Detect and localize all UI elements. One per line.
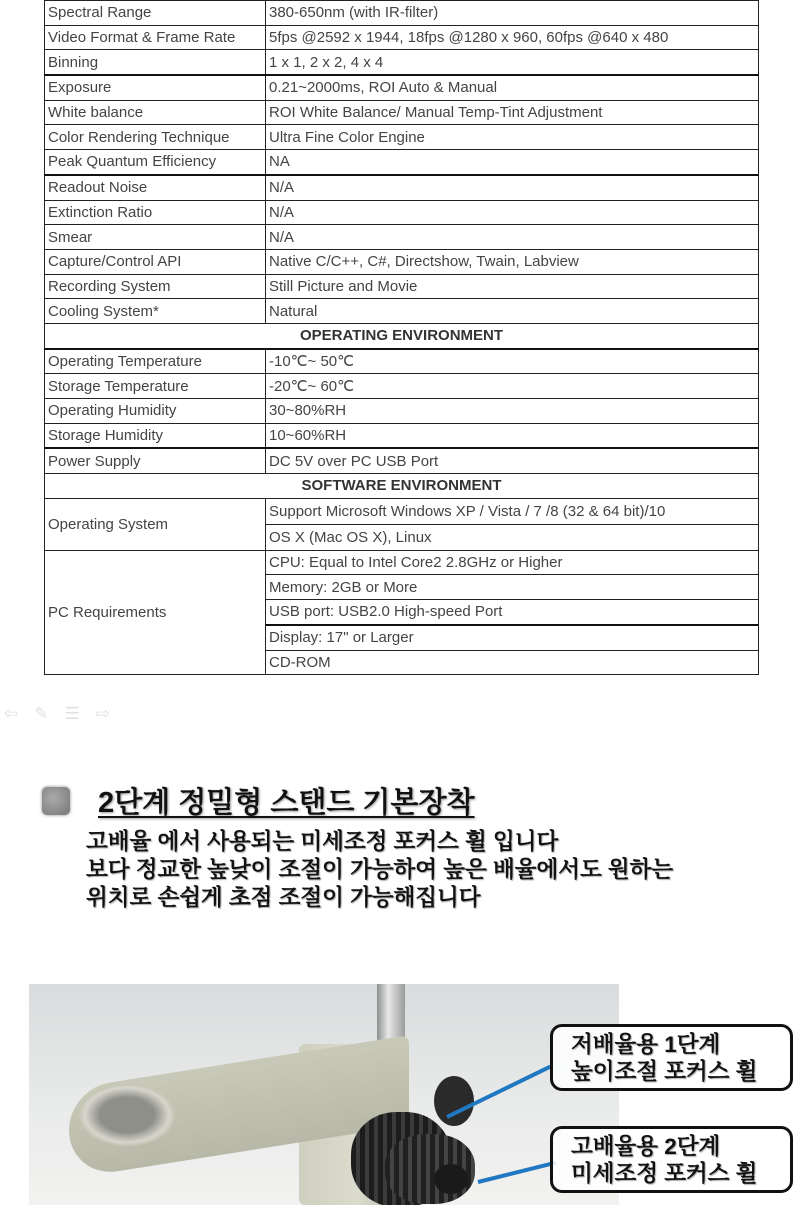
row-label: Readout Noise (45, 175, 266, 200)
row-value: N/A (266, 200, 759, 225)
row-value: -10℃~ 50℃ (266, 349, 759, 374)
row-label: Exposure (45, 75, 266, 100)
page-title: 2단계 정밀형 스탠드 기본장착 (98, 787, 475, 819)
row-label: Storage Temperature (45, 374, 266, 399)
row-value: 1 x 1, 2 x 2, 4 x 4 (266, 50, 759, 75)
row-value: OS X (Mac OS X), Linux (266, 524, 759, 550)
callout-coarse-focus (550, 1024, 793, 1091)
table-row (45, 225, 759, 250)
table-row (45, 249, 759, 274)
description-line: 고배율 에서 사용되는 미세조정 포커스 휠 입니다 (86, 829, 559, 854)
nav-icons (4, 704, 110, 724)
section-header-software: SOFTWARE ENVIRONMENT (45, 474, 759, 499)
row-value: Still Picture and Movie (266, 274, 759, 299)
callout-text: 미세조정 포커스 휠 (571, 1161, 758, 1186)
table-row (45, 374, 759, 399)
table-row (45, 274, 759, 299)
section-heading (42, 780, 474, 821)
row-label: Storage Humidity (45, 423, 266, 448)
row-label: Smear (45, 225, 266, 250)
spec-table (44, 0, 759, 675)
row-label: Operating Temperature (45, 349, 266, 374)
section-row (45, 323, 759, 348)
table-row (45, 200, 759, 225)
callout-fine-focus (550, 1126, 793, 1193)
table-row (45, 1, 759, 26)
row-label: Cooling System* (45, 299, 266, 324)
row-value: DC 5V over PC USB Port (266, 448, 759, 473)
row-value: Ultra Fine Color Engine (266, 125, 759, 150)
row-label: Spectral Range (45, 1, 266, 26)
row-label: Extinction Ratio (45, 200, 266, 225)
row-value: Native C/C++, C#, Directshow, Twain, Labview (266, 249, 759, 274)
description-line: 위치로 손쉽게 초점 조절이 가능해집니다 (86, 885, 481, 910)
row-label: Peak Quantum Efficiency (45, 150, 266, 175)
row-value: Display: 17" or Larger (266, 625, 759, 650)
row-label: Video Format & Frame Rate (45, 25, 266, 50)
row-value: N/A (266, 175, 759, 200)
row-value: 0.21~2000ms, ROI Auto & Manual (266, 75, 759, 100)
rear-knob (434, 1076, 474, 1126)
row-value: 10~60%RH (266, 423, 759, 448)
row-value: NA (266, 150, 759, 175)
row-value: Natural (266, 299, 759, 324)
callout-text: 저배율용 1단계 (571, 1032, 721, 1057)
row-value: USB port: USB2.0 High-speed Port (266, 600, 759, 625)
table-row (45, 349, 759, 374)
stand-ring (79, 1084, 175, 1146)
row-label: Binning (45, 50, 266, 75)
row-value: Memory: 2GB or More (266, 575, 759, 600)
arrow-right-icon[interactable]: ⇨ (95, 704, 110, 723)
table-row (45, 175, 759, 200)
table-row (45, 299, 759, 324)
stand-photo (29, 984, 619, 1205)
table-row (45, 125, 759, 150)
row-value: CPU: Equal to Intel Core2 2.8GHz or Higher (266, 550, 759, 575)
row-value: 380-650nm (with IR-filter) (266, 1, 759, 26)
row-label: Capture/Control API (45, 249, 266, 274)
row-label: Power Supply (45, 448, 266, 473)
table-row (45, 50, 759, 75)
table-row (45, 399, 759, 424)
row-value: Support Microsoft Windows XP / Vista / 7 /8 (32 & 64 bit)/10 (266, 498, 759, 524)
row-value: 5fps @2592 x 1944, 18fps @1280 x 960, 60fps @640 x 480 (266, 25, 759, 50)
row-label: White balance (45, 100, 266, 125)
table-row (45, 448, 759, 473)
table-row (45, 423, 759, 448)
table-row (45, 150, 759, 175)
description (86, 828, 673, 912)
arrow-left-icon[interactable]: ⇦ (4, 704, 19, 723)
row-value: CD-ROM (266, 650, 759, 675)
knob-cap (434, 1164, 468, 1194)
callout-text: 높이조절 포커스 휠 (571, 1059, 758, 1084)
description-line: 보다 정교한 높낮이 조절이 가능하여 높은 배율에서도 원하는 (86, 857, 674, 882)
row-label: Recording System (45, 274, 266, 299)
pencil-icon[interactable]: ✎ (34, 704, 49, 723)
table-row (45, 498, 759, 524)
row-value: N/A (266, 225, 759, 250)
bullet-square-icon (42, 787, 70, 815)
row-label: Operating Humidity (45, 399, 266, 424)
table-row (45, 25, 759, 50)
list-icon[interactable]: ☰ (64, 704, 80, 723)
table-row (45, 100, 759, 125)
row-value: ROI White Balance/ Manual Temp-Tint Adjustment (266, 100, 759, 125)
table-row (45, 550, 759, 575)
callout-text: 고배율용 2단계 (571, 1134, 721, 1159)
row-value: 30~80%RH (266, 399, 759, 424)
section-header-operating: OPERATING ENVIRONMENT (45, 323, 759, 348)
row-value: -20℃~ 60℃ (266, 374, 759, 399)
table-row (45, 75, 759, 100)
row-label: Color Rendering Technique (45, 125, 266, 150)
row-label: PC Requirements (45, 550, 266, 674)
row-label: Operating System (45, 498, 266, 550)
section-row (45, 474, 759, 499)
